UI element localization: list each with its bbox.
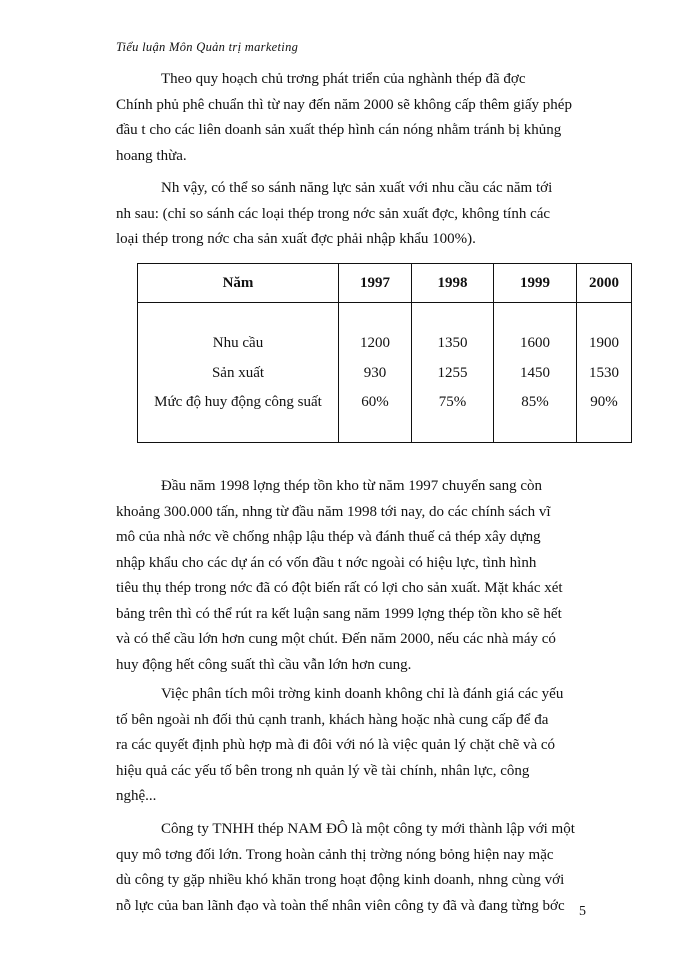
- table-cell: 1450: [494, 358, 577, 388]
- text-line: Theo quy hoạch chủ trơng phát triển của nghành thép đã đợc: [161, 71, 526, 87]
- text-line: ra các quyết định phù hợp mà đi đôi với nó là việc quản lý chặt chẽ và có: [116, 737, 556, 753]
- text-line: Chính phủ phê chuẩn thì từ nay đến năm 2000 sẽ không cấp thêm giấy phép: [116, 96, 572, 113]
- text-line: dù công ty gặp nhiều khó khăn trong hoạt động kinh doanh, nhng cùng với: [116, 872, 565, 888]
- text-line: Nh vậy, có thể so sánh năng lực sản xuất với nhu cầu các năm tới: [161, 180, 553, 196]
- text-line: bảng trên thì có thể rút ra kết luận sang năm 1999 lợng thép tồn kho sẽ hết: [116, 605, 562, 622]
- text-line: hiệu quả các yếu tố bên trong nh quản lý về tài chính, nhân lực, công: [116, 762, 530, 779]
- row-label: Nhu cầu: [212, 334, 264, 351]
- table-cell: 1255: [412, 358, 494, 388]
- table-cell: 1200: [339, 328, 412, 358]
- paragraph-comparison: [116, 176, 628, 253]
- text-line: mô của nhà nớc về chống nhập lậu thép và đánh thuế cả thép xây dựng: [116, 529, 541, 545]
- table-cell: 75%: [412, 388, 494, 418]
- text-line: đầu t cho các liên doanh sản xuất thép hình cán nóng nhằm tránh bị khủng: [116, 122, 562, 138]
- text-line: Đầu năm 1998 lợng thép tồn kho từ năm 1997 chuyển sang còn: [161, 478, 542, 494]
- table-cell: 90%: [577, 388, 632, 418]
- table-header-row: [138, 264, 632, 303]
- text-line: nghệ...: [116, 788, 157, 804]
- text-line: loại thép trong nớc cha sản xuất đợc phải nhập khẩu 100%).: [116, 231, 476, 247]
- table-cell: 60%: [339, 388, 412, 418]
- capacity-table: [137, 263, 632, 443]
- text-line: Công ty TNHH thép NAM ĐÔ là một công ty mới thành lập với một: [161, 821, 575, 837]
- row-label: Sản xuất: [211, 364, 265, 381]
- table-cell: 930: [339, 358, 412, 388]
- header-2000: 2000: [577, 264, 632, 303]
- text-line: tiêu thụ thép trong nớc đã có đột biến rất có lợi cho sản xuất. Mặt khác xét: [116, 580, 563, 596]
- table-cell: 1600: [494, 328, 577, 358]
- text-line: huy động hết công suất thì cầu vẫn lớn hơn cung.: [116, 656, 412, 673]
- header-1998: 1998: [412, 264, 494, 303]
- text-line: tố bên ngoài nh đối thủ cạnh tranh, khách hàng hoặc nhà cung cấp để đa: [116, 711, 549, 728]
- text-line: quy mô tơng đối lớn. Trong hoàn cảnh thị trờng nóng bỏng hiện nay mặc: [116, 846, 554, 863]
- text-line: nỗ lực của ban lãnh đạo và toàn thể nhân viên công ty đã và đang từng bớc: [116, 897, 565, 914]
- text-line: nh sau: (chỉ so sánh các loại thép trong nớc sản xuất đợc, không tính các: [116, 205, 551, 222]
- page-number: 5: [579, 904, 586, 919]
- header-1997: 1997: [339, 264, 412, 303]
- table-cell: 85%: [494, 388, 577, 418]
- header-1999: 1999: [494, 264, 577, 303]
- row-label: Mức độ huy động công suất: [154, 394, 322, 411]
- text-line: khoảng 300.000 tấn, nhng từ đầu năm 1998 tới nay, do các chính sách vĩ: [116, 503, 551, 520]
- table-cell: 1900: [577, 328, 632, 358]
- paragraph-inventory: [116, 474, 628, 678]
- table-row-demand: [138, 328, 632, 358]
- page-header: Tiểu luận Môn Quản trị marketing: [116, 40, 299, 54]
- paragraph-planning: [116, 67, 628, 169]
- table-cell: 1350: [412, 328, 494, 358]
- text-line: nhập khẩu cho các dự án có vốn đầu t nớc ngoài có hiệu lực, tình hình: [116, 554, 537, 571]
- text-line: và có thể cầu lớn hơn cung một chút. Đến năm 2000, nếu các nhà máy có: [116, 631, 556, 647]
- header-year-label: Năm: [138, 264, 339, 303]
- text-line: Việc phân tích môi trờng kinh doanh không chỉ là đánh giá các yếu: [161, 686, 564, 702]
- table-cell: 1530: [577, 358, 632, 388]
- table-row-production: [138, 358, 632, 388]
- paragraph-company: [116, 817, 628, 919]
- table-row-utilization: [138, 388, 632, 418]
- paragraph-environment: [116, 682, 628, 810]
- text-line: hoang thừa.: [116, 147, 187, 164]
